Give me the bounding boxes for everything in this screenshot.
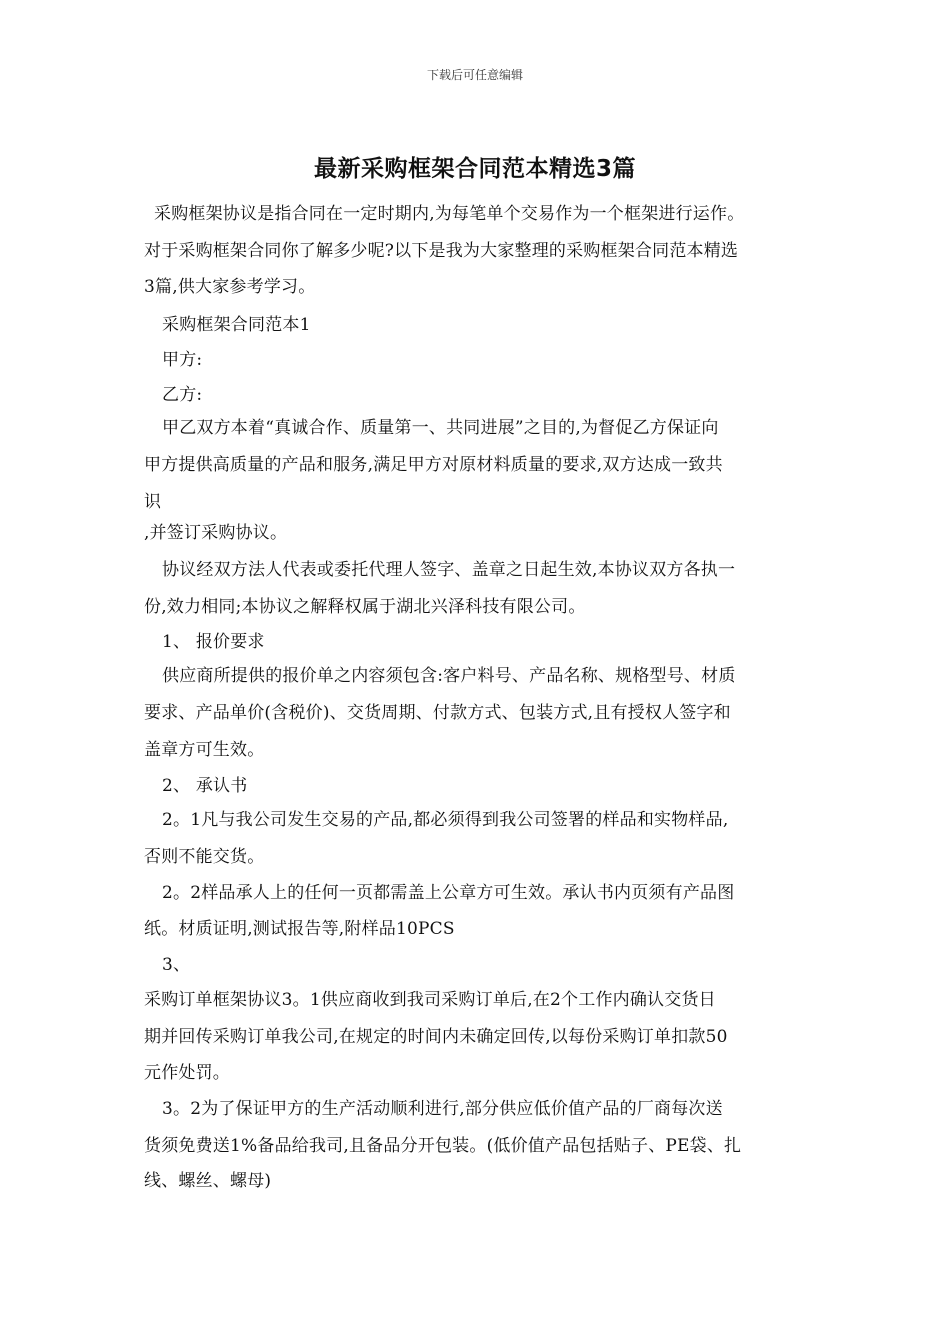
- paragraph-line: 2。2样品承人上的任何一页都需盖上公章方可生效。承认书内页须有产品图: [162, 883, 735, 903]
- paragraph-line: 甲方提供高质量的产品和服务,满足甲方对原材料质量的要求,双方达成一致共: [144, 455, 723, 475]
- paragraph-line: 否则不能交货。: [144, 847, 265, 867]
- paragraph-line: 3篇,供大家参考学习。: [144, 277, 316, 297]
- paragraph-line: 识: [144, 492, 162, 512]
- paragraph-line: 采购框架合同范本1: [162, 315, 311, 335]
- paragraph-line: 对于采购框架合同你了解多少呢?以下是我为大家整理的采购框架合同范本精选: [144, 241, 739, 261]
- paragraph-line: 3。2为了保证甲方的生产活动顺利进行,部分供应低价值产品的厂商每次送: [162, 1099, 723, 1119]
- paragraph-line: 货须免费送1%备品给我司,且备品分开包装。(低价值产品包括贴子、PE袋、扎: [144, 1136, 742, 1156]
- paragraph-line: 份,效力相同;本协议之解释权属于湖北兴泽科技有限公司。: [144, 597, 586, 617]
- paragraph-line: 供应商所提供的报价单之内容须包含:客户料号、产品名称、规格型号、材质: [162, 666, 736, 686]
- section-heading: 3、: [162, 955, 191, 975]
- section-heading: 2、 承认书: [162, 776, 248, 796]
- paragraph-line: 甲乙双方本着“真诚合作、质量第一、共同进展”之目的,为督促乙方保证向: [162, 418, 719, 438]
- paragraph-line: 甲方:: [162, 350, 203, 370]
- paragraph-line: 线、螺丝、螺母): [144, 1171, 272, 1191]
- paragraph-line: 盖章方可生效。: [144, 740, 265, 760]
- paragraph-line: 纸。材质证明,测试报告等,附样品10PCS: [144, 919, 455, 939]
- paragraph-line: 要求、产品单价(含税价)、交货周期、付款方式、包装方式,且有授权人签字和: [144, 703, 731, 723]
- paragraph-line: 采购框架协议是指合同在一定时期内,为每笔单个交易作为一个框架进行运作。: [154, 204, 745, 224]
- document-title: 最新采购框架合同范本精选3篇: [313, 156, 636, 182]
- paragraph-line: 期并回传采购订单我公司,在规定的时间内未确定回传,以每份采购订单扣款50: [144, 1027, 728, 1047]
- section-heading: 1、 报价要求: [162, 632, 265, 652]
- paragraph-line: ,并签订采购协议。: [144, 523, 288, 543]
- paragraph-line: 乙方:: [162, 385, 203, 405]
- paragraph-line: 元作处罚。: [144, 1063, 230, 1083]
- paragraph-line: 采购订单框架协议3。1供应商收到我司采购订单后,在2个工作内确认交货日: [144, 990, 716, 1010]
- paragraph-line: 2。1凡与我公司发生交易的产品,都必须得到我公司签署的样品和实物样品,: [162, 810, 729, 830]
- paragraph-line: 协议经双方法人代表或委托代理人签字、盖章之日起生效,本协议双方各执一: [162, 560, 736, 580]
- page-header-note: 下载后可任意编辑: [426, 68, 523, 82]
